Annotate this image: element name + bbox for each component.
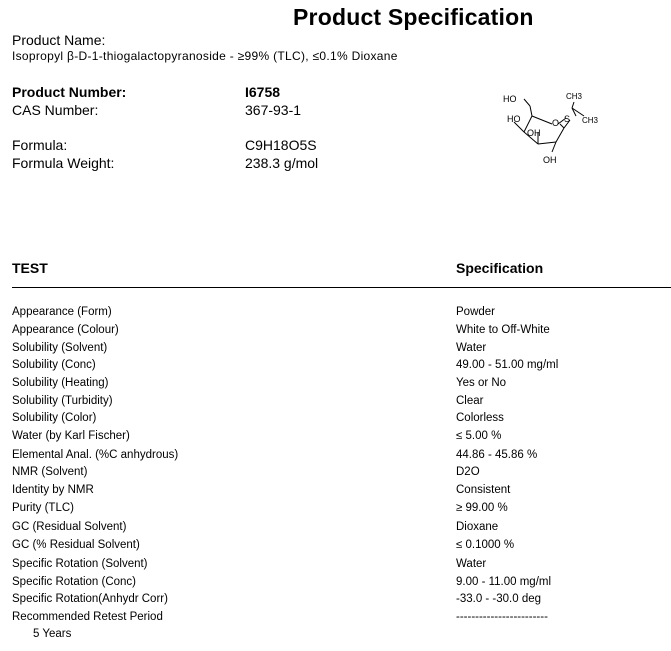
test-cell: Specific Rotation (Solvent): [12, 558, 148, 570]
table-row: [12, 576, 652, 594]
table-row: [12, 306, 652, 324]
test-cell: Appearance (Colour): [12, 324, 119, 336]
table-row: [12, 324, 652, 342]
test-cell: GC (Residual Solvent): [12, 521, 127, 533]
spec-cell: 9.00 - 11.00 mg/ml: [456, 576, 552, 588]
spec-cell: 49.00 - 51.00 mg/ml: [456, 359, 559, 371]
spec-cell: -33.0 - -30.0 deg: [456, 593, 542, 605]
spec-cell: 44.86 - 45.86 %: [456, 449, 538, 461]
spec-cell: Water: [456, 558, 487, 570]
product-number-value: I6758: [245, 84, 281, 100]
formula-label: Formula:: [12, 137, 68, 153]
table-row: [12, 359, 652, 377]
header-divider: [12, 287, 671, 288]
spec-cell: D2O: [456, 466, 480, 478]
test-cell: Solubility (Heating): [12, 377, 109, 389]
test-cell: NMR (Solvent): [12, 466, 88, 478]
spec-cell: ≤ 0.1000 %: [456, 539, 515, 551]
formula-weight-label: Formula Weight:: [12, 155, 115, 171]
spec-cell: Consistent: [456, 484, 511, 496]
test-cell: Water (by Karl Fischer): [12, 430, 130, 442]
spec-cell: White to Off-White: [456, 324, 550, 336]
table-row: [12, 449, 652, 467]
table-row: [12, 502, 652, 520]
table-row: [12, 412, 652, 430]
table-row: [12, 377, 652, 395]
spec-cell: ≥ 99.00 %: [456, 502, 508, 514]
specification-column-header: Specification: [456, 260, 544, 276]
table-row: [12, 466, 652, 484]
cas-number-value: 367-93-1: [245, 102, 302, 118]
table-row: [12, 593, 652, 611]
spec-cell: Powder: [456, 306, 495, 318]
test-cell: Solubility (Color): [12, 412, 97, 424]
structure-label-s: S: [564, 114, 571, 124]
spec-cell: Dioxane: [456, 521, 499, 533]
product-name-label: Product Name:: [12, 32, 106, 48]
structure-label-ch3-top: CH3: [566, 92, 583, 101]
table-row: [12, 484, 652, 502]
spec-cell: Clear: [456, 395, 484, 407]
test-cell: Solubility (Solvent): [12, 342, 108, 354]
spec-cell: Water: [456, 342, 487, 354]
structure-label-ch3-right: CH3: [582, 116, 599, 125]
test-cell: Identity by NMR: [12, 484, 94, 496]
structure-label-ho-top: HO: [503, 94, 517, 104]
spec-cell: ------------------------: [456, 611, 548, 623]
table-row: [12, 611, 652, 629]
cas-number-label: CAS Number:: [12, 102, 99, 118]
structure-label-ho-left: HO: [507, 114, 521, 124]
chemical-structure-image: [500, 86, 610, 168]
table-row: [12, 342, 652, 360]
test-cell: Elemental Anal. (%C anhydrous): [12, 449, 179, 461]
table-row: [12, 395, 652, 413]
table-row: [12, 539, 652, 557]
structure-label-oh-bottom: OH: [543, 155, 557, 165]
test-cell: Solubility (Conc): [12, 359, 96, 371]
test-column-header: TEST: [12, 260, 48, 276]
table-row: [12, 521, 652, 539]
product-name-value: Isopropyl β-D-1-thiogalactopyranoside - ≥99% (TLC), ≤0.1% Dioxane: [12, 49, 398, 63]
retest-period-value: 5 Years: [33, 628, 72, 640]
formula-weight-value: 238.3 g/mol: [245, 155, 319, 171]
spec-cell: ≤ 5.00 %: [456, 430, 502, 442]
test-cell: Specific Rotation(Anhydr Corr): [12, 593, 168, 605]
page-title: Product Specification: [293, 4, 534, 30]
spec-cell: Yes or No: [456, 377, 507, 389]
test-cell: GC (% Residual Solvent): [12, 539, 140, 551]
test-cell: Solubility (Turbidity): [12, 395, 113, 407]
table-row: [12, 558, 652, 576]
structure-label-oh-mid: OH: [527, 128, 541, 138]
formula-value: C9H18O5S: [245, 137, 317, 153]
test-cell: Purity (TLC): [12, 502, 74, 514]
test-cell: Recommended Retest Period: [12, 611, 163, 623]
spec-cell: Colorless: [456, 412, 504, 424]
product-number-label: Product Number:: [12, 84, 127, 100]
table-row: [12, 430, 652, 448]
structure-label-ring-o: O: [552, 118, 560, 128]
test-cell: Specific Rotation (Conc): [12, 576, 136, 588]
test-cell: Appearance (Form): [12, 306, 112, 318]
